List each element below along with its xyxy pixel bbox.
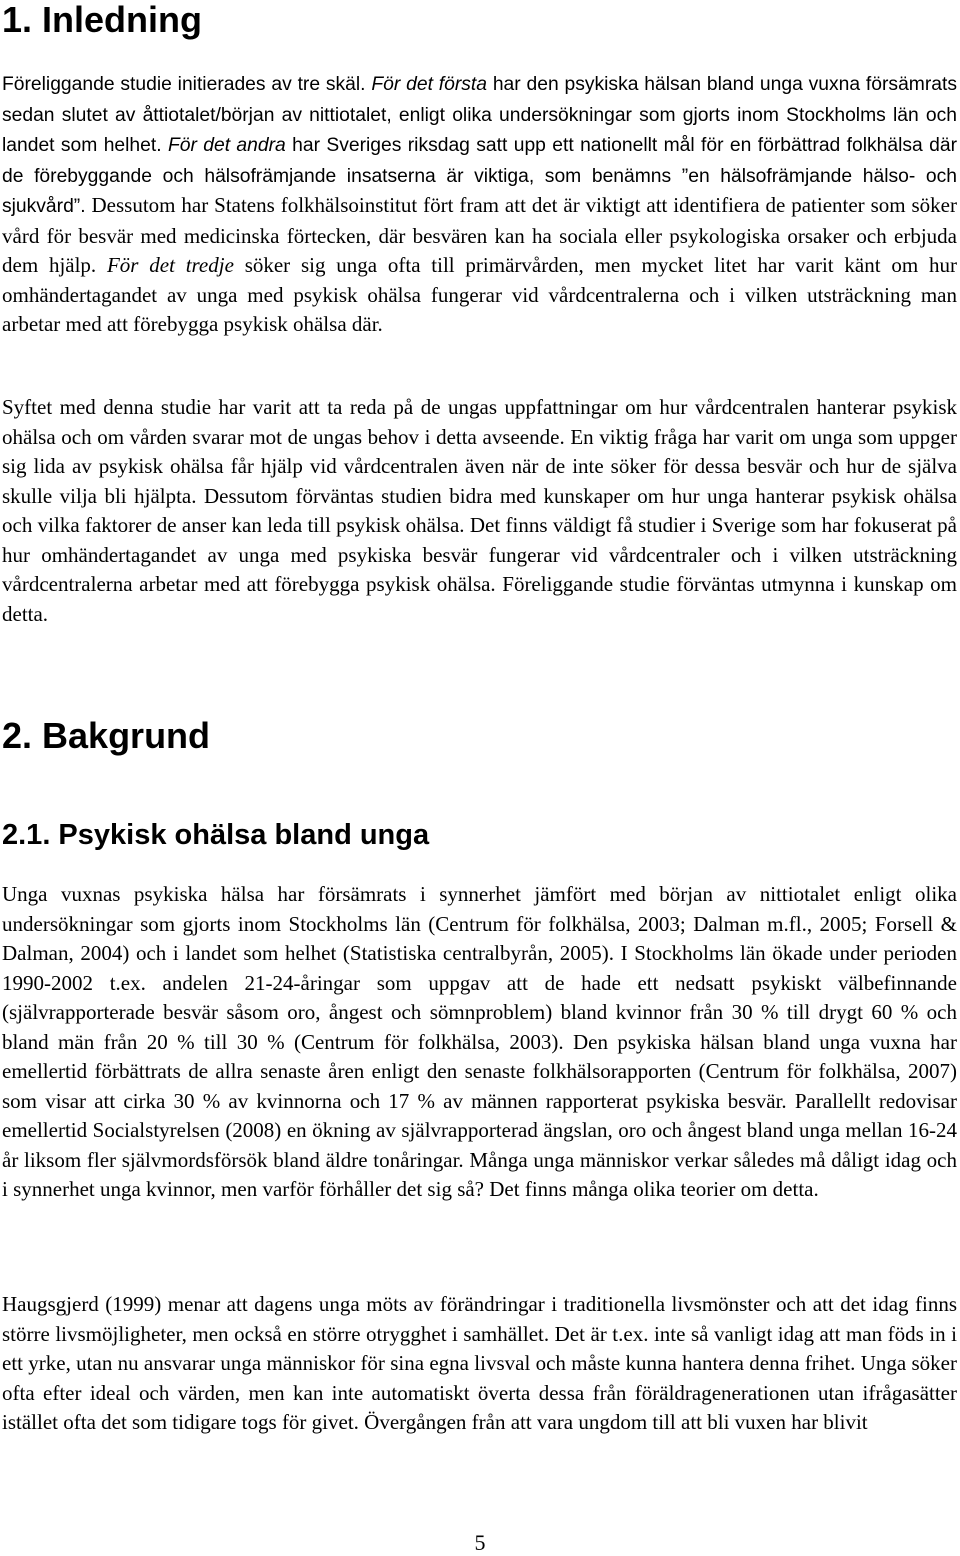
- section-heading-bakgrund: 2. Bakgrund: [2, 715, 211, 756]
- emphasis-first: För det första: [371, 74, 487, 95]
- emphasis-second: För det andra: [167, 135, 286, 156]
- page-number: 5: [474, 1530, 486, 1555]
- text-run: söker sig unga ofta till primärvården, men mycket litet har varit känt om hur omhändertagandet av unga med psykisk ohälsa fungerar vid vårdcentralerna och i vilken utsträckning man arbetar med att förebygga psykisk ohälsa där.: [2, 253, 957, 336]
- text-run: Föreliggande studie initierades av tre skäl.: [2, 74, 372, 95]
- section-heading-inledning: 1. Inledning: [2, 0, 203, 40]
- paragraph-unga-vuxnas-halsa: Unga vuxnas psykiska hälsa har försämrats i synnerhet jämfört med början av nittiotalet enligt olika undersökningar som gjorts inom Stockholms län (Centrum för folkhälsa, 2003; Dalman m.fl., 2005; Forsell & Dalman, 2004) och i landet som helhet (Statistiska centralbyrån, 2005). I Stockholms län ökade under perioden 1990-2002 t.ex. andelen 21-24-åringar som uppgav att de hade ett nedsatt psykiskt välbefinnande (självrapporterade besvär såsom oro, ångest och sömnproblem) bland kvinnor från 30 % till drygt 60 % och bland män från 20 % till 30 % (Centrum för folkhälsa, 2003). Den psykiska hälsan bland unga vuxna har emellertid förbättrats de allra senaste åren enligt den senaste folkhälsorapporten (Centrum för folkhälsa, 2007) som visar att cirka 30 % av kvinnorna och 17 % av männen rapporterat psykiska besvär. Parallellt redovisar emellertid Socialstyrelsen (2008) en ökning av självrapporterad ängslan, oro och ångest bland unga mellan 16-24 år liksom fler självmordsförsök bland äldre tonåringar. Många unga människor verkar således må dåligt idag och i synnerhet unga kvinnor, men varför förhåller det sig så? Det finns många olika teorier om detta.: [2, 882, 957, 1201]
- text-run: har den psykiska hälsan bland unga vuxna försämrats sedan slutet av åttiotalet/början av nittiotalet, enligt olika undersökningar som gjorts inom Stockholms län och landet som helhet.: [2, 74, 957, 156]
- paragraph-haugsgjerd: Haugsgjerd (1999) menar att dagens unga möts av förändringar i traditionella livsmönster och att det idag finns större livsmöjligheter, men också en större otrygghet i samhället. Det är t.ex. inte så vanligt idag att man föds in i ett yrke, utan nu ansvarar unga människor för sina egna livsval och måste kunna hantera denna frihet. Unga söker ofta efter ideal och värden, men kan inte automatiskt överta dessa från föräldragenerationen utan ifrågasätter istället ofta det som tidigare togs för givet. Övergången från att vara ungdom till att bli vuxen har blivit: [2, 1292, 957, 1434]
- subsection-heading-psykisk-ohalsa: 2.1. Psykisk ohälsa bland unga: [2, 819, 430, 851]
- paragraph-syfte: Syftet med denna studie har varit att ta reda på de ungas uppfattningar om hur vårdcentralen hanterar psykisk ohälsa och om vården svarar mot de ungas behov i detta avseende. En viktig fråga har varit om unga som uppger sig lida av psykisk ohälsa får hjälp vid vårdcentralen även när de inte söker för dessa besvär och hur de själva skulle vilja bli hjälpta. Dessutom förväntas studien bidra med kunskaper om hur unga hanterar psykisk ohälsa och vilka faktorer de anser kan leda till psykisk ohälsa. Det finns väldigt få studier i Sverige som har fokuserat på hur omhändertagandet av unga med psykiska besvär fungerar vid vårdcentraler och i vilken utsträckning vårdcentralerna arbetar med att förebygga psykisk ohälsa. Föreliggande studie förväntas utmynna i kunskap om detta.: [2, 395, 957, 626]
- emphasis-third: För det tredje: [106, 253, 234, 277]
- text-run: har Sveriges riksdag satt upp ett nationellt mål för en förbättrad folkhälsa där de förebyggande och hälsofrämjande insatserna är viktiga, som benämns ”en hälsofrämjande hälso- och sjukvård”.: [2, 135, 957, 217]
- paragraph-inledning-reasons: [2, 69, 957, 340]
- text-run: Dessutom har Statens folkhälsoinstitut fört fram att det är viktigt att identifiera de patienter som söker vård för besvär med medicinska förtecken, där besvären kan ha sociala eller psykologiska orsaker och erbjuda dem hjälp.: [2, 193, 957, 277]
